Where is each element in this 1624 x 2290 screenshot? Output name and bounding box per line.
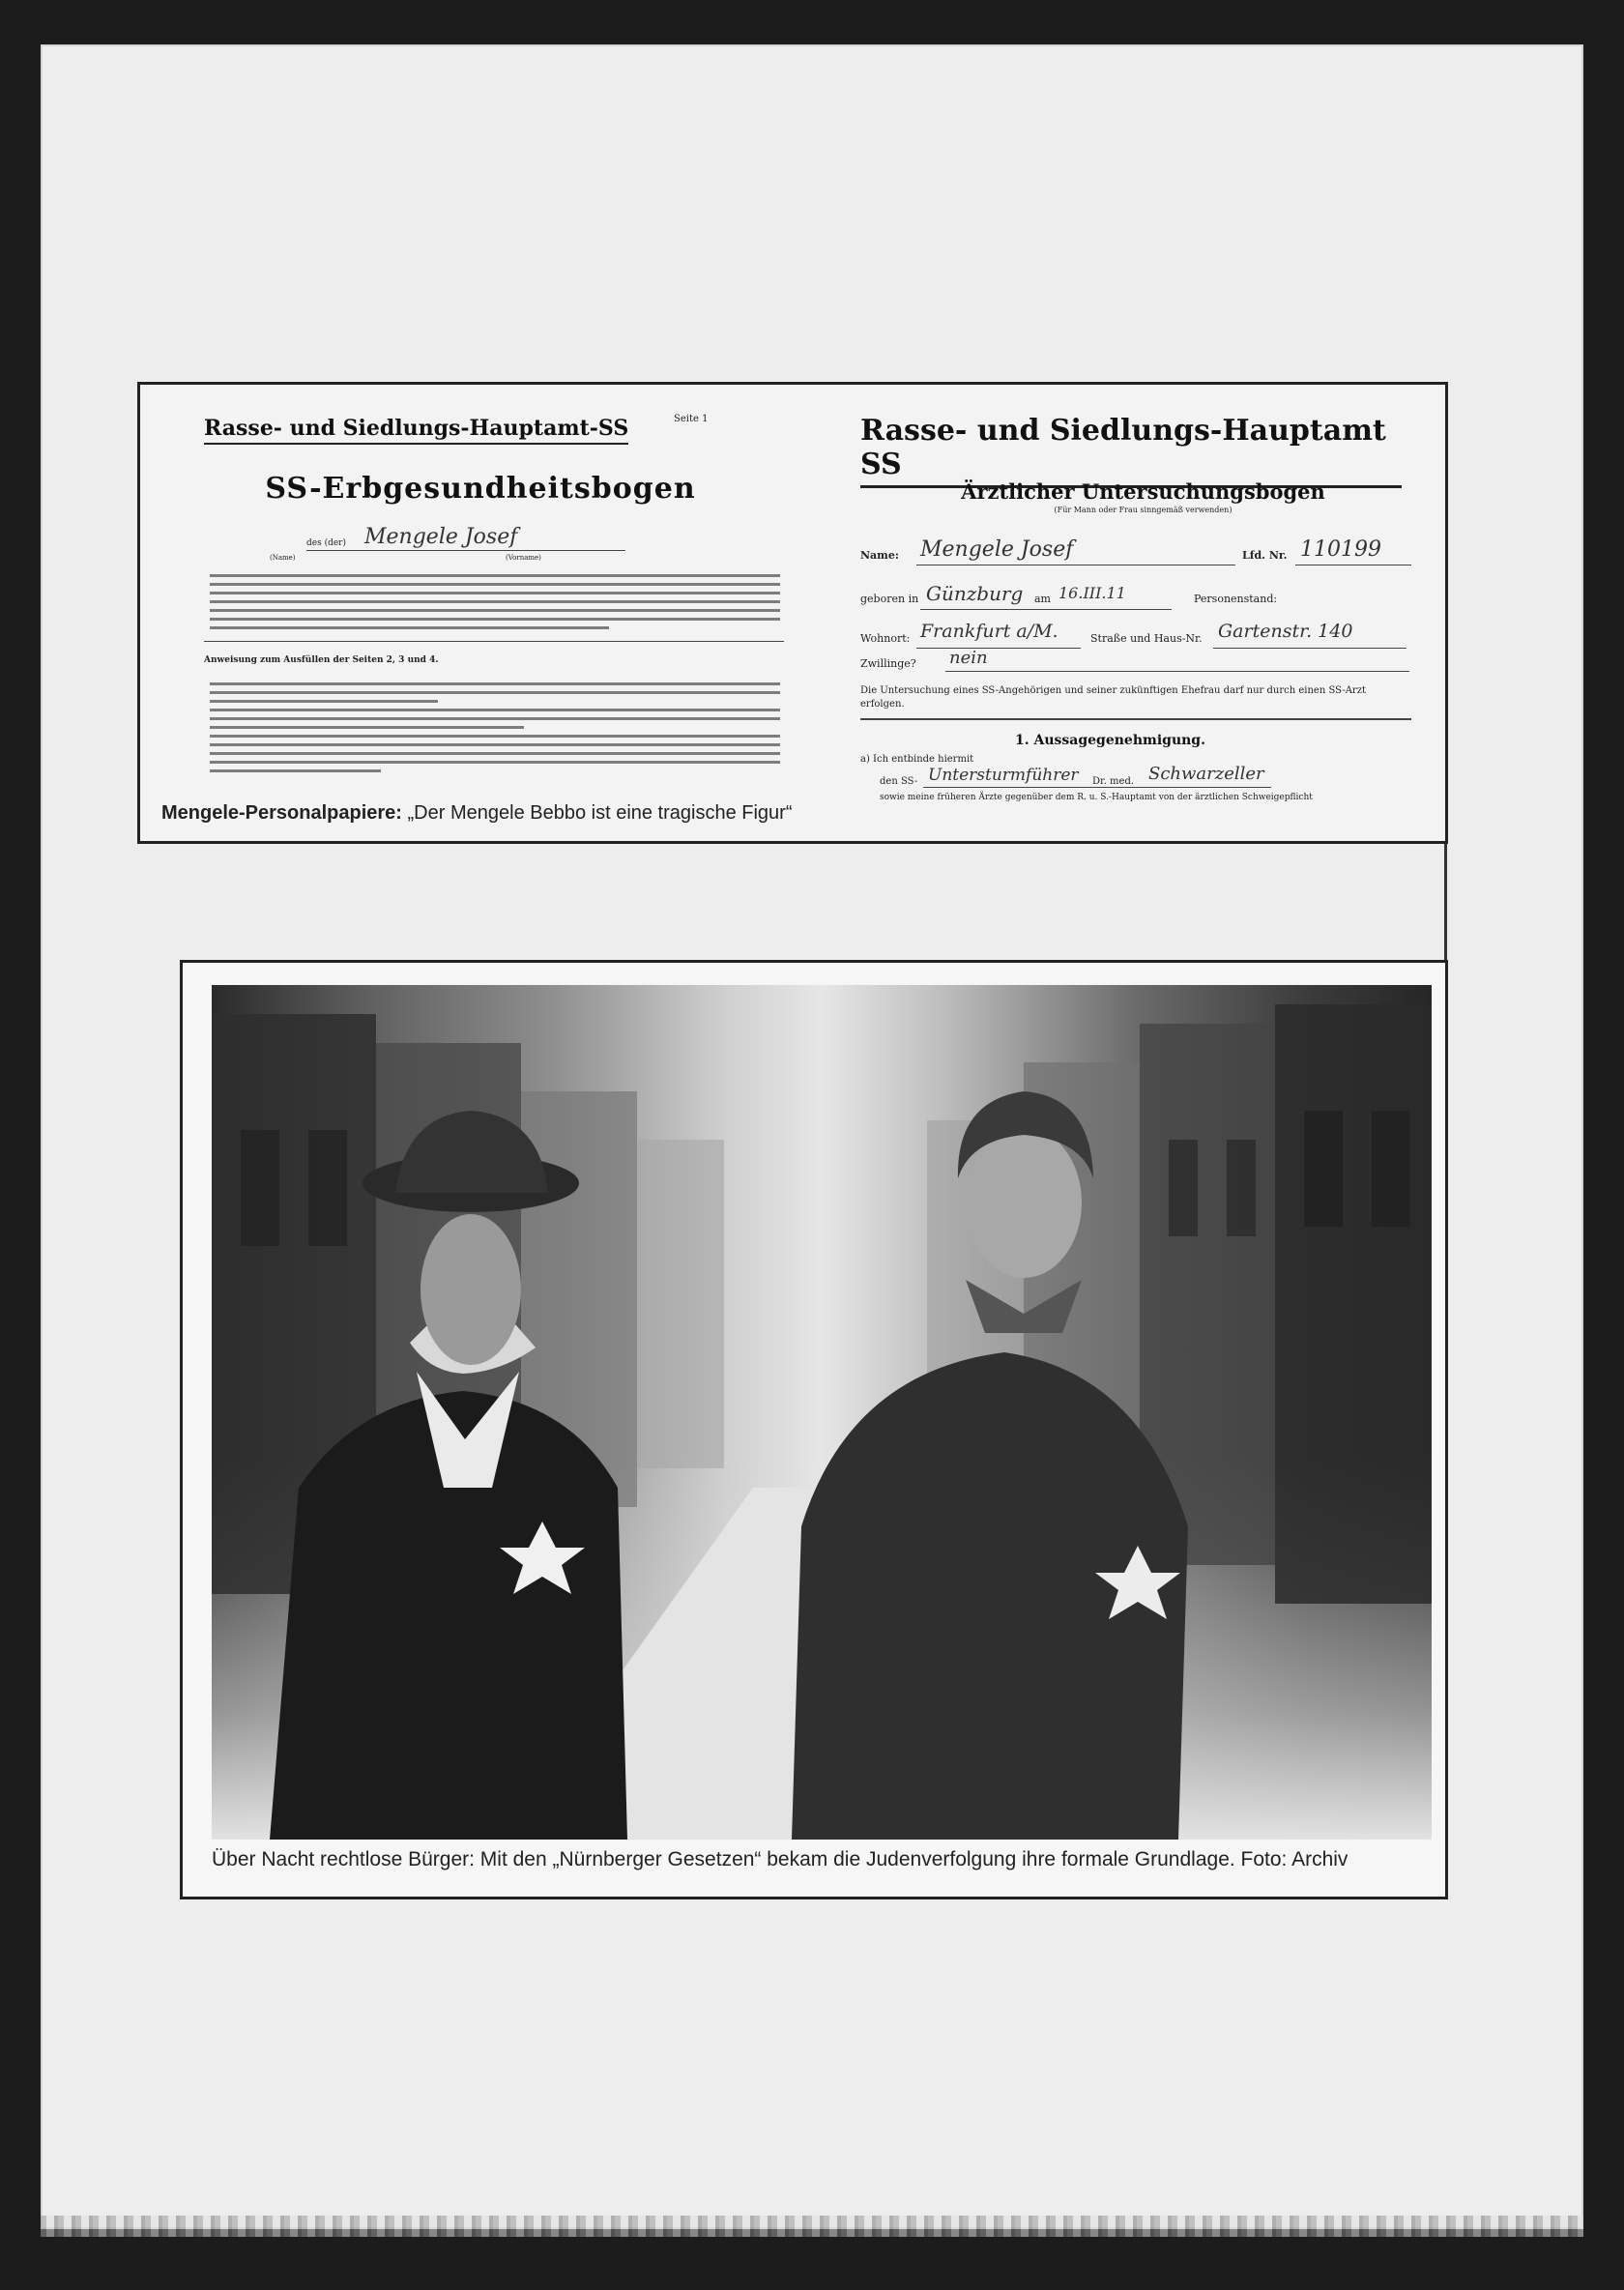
doctor-label: Dr. med.: [1092, 776, 1135, 787]
release-to: den SS-: [880, 776, 918, 787]
residence-underline: [916, 648, 1081, 649]
number-value: 110199: [1300, 537, 1381, 562]
twins-label: Zwillinge?: [860, 657, 916, 670]
erbgesundheitsbogen-form: [161, 404, 799, 796]
date-value: 16.III.11: [1058, 584, 1126, 602]
top-caption-bold: Mengele-Personalpapiere:: [161, 802, 402, 824]
number-label: Lfd. Nr.: [1242, 549, 1288, 562]
clipping-edge-line: [1444, 844, 1447, 960]
street-photograph: [212, 985, 1432, 1840]
street-underline: [1213, 648, 1406, 649]
right-form-subtitle: (Für Mann oder Frau sinngemäß verwenden): [1054, 506, 1232, 514]
born-label: geboren in: [860, 593, 919, 605]
handwritten-name: Mengele Josef: [364, 525, 518, 549]
instructions-heading: Anweisung zum Ausfüllen der Seiten 2, 3 und 4.: [204, 655, 439, 665]
name-sublabel: (Name): [270, 554, 296, 562]
left-name-row: [306, 525, 625, 551]
instructions-fine-print: [210, 677, 780, 778]
untersuchungsbogen-form: [860, 404, 1426, 802]
top-caption-text: „Der Mengele Bebbo ist eine tragische Figur“: [401, 802, 793, 824]
photo-caption: Über Nacht rechtlose Bürger: Mit den „Nürnberger Gesetzen“ bekam die Judenverfolgung ihre formale Grundlage. Foto: Archiv: [212, 1848, 1348, 1870]
note-divider: [860, 718, 1411, 720]
right-form-header: Rasse- und Siedlungs-Hauptamt SS: [860, 414, 1402, 488]
personnel-papers-clipping: [137, 382, 1448, 844]
fine-print-block: [210, 568, 780, 635]
twins-underline: [945, 671, 1409, 672]
born-value: Günzburg: [926, 582, 1024, 605]
born-underline: [920, 609, 1172, 610]
status-label: Personenstand:: [1194, 593, 1278, 605]
page-perforated-edge: [41, 2216, 1583, 2237]
name-value: Mengele Josef: [920, 537, 1074, 562]
twins-value: nein: [949, 648, 988, 668]
firstname-sublabel: (Vorname): [506, 554, 541, 562]
left-form-title: SS-Erbgesundheitsbogen: [265, 472, 696, 506]
examination-note: Die Untersuchung eines SS-Angehörigen und seiner zukünftigen Ehefrau darf nur durch einen SS-Arzt erfolgen.: [860, 685, 1366, 710]
release-underline: [923, 787, 1271, 788]
street-label: Straße und Haus-Nr.: [1090, 632, 1203, 645]
left-form-header: Rasse- und Siedlungs-Hauptamt-SS: [204, 416, 628, 445]
photo-scene: [212, 985, 1432, 1840]
doctor-value: Schwarzeller: [1148, 764, 1264, 784]
residence-value: Frankfurt a/M.: [920, 621, 1058, 642]
release-rank: Untersturmführer: [928, 766, 1079, 785]
date-label: am: [1034, 593, 1051, 605]
page-label: Seite 1: [674, 414, 709, 424]
divider: [204, 641, 784, 642]
residence-label: Wohnort:: [860, 632, 911, 645]
right-form-title: Ärztlicher Untersuchungsbogen: [961, 479, 1325, 504]
street-value: Gartenstr. 140: [1218, 621, 1353, 642]
name-prefix: des (der): [306, 538, 346, 548]
name-label: Name:: [860, 549, 899, 562]
release-line: a) Ich entbinde hiermit: [860, 754, 974, 765]
top-caption: [161, 802, 793, 825]
section-heading: 1. Aussagegenehmigung.: [1015, 733, 1205, 748]
release-tail: sowie meine früheren Ärzte gegenüber dem R. u. S.-Hauptamt von der ärztlichen Schweigepflicht: [880, 793, 1313, 802]
photo-clipping: [180, 960, 1448, 1899]
